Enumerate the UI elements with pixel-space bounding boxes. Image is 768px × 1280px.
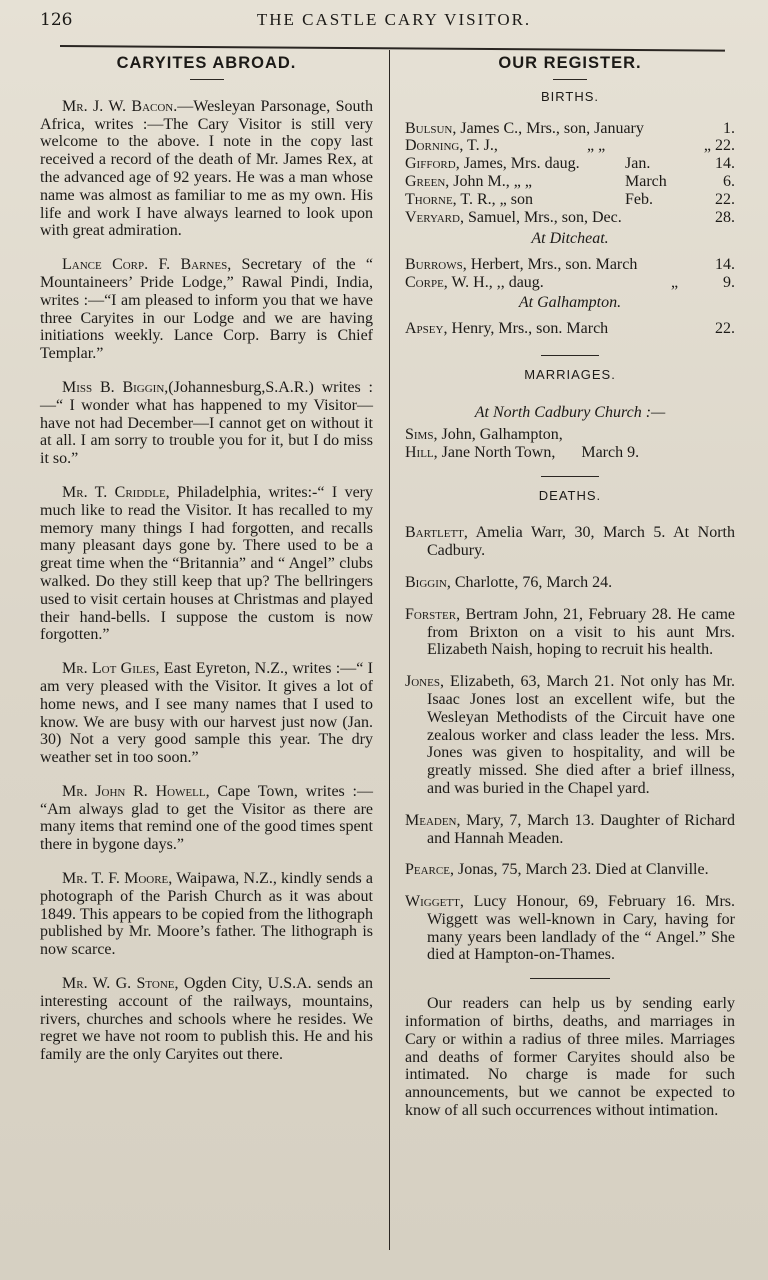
caryites-abroad-column	[40, 55, 373, 1080]
deaths-heading: DEATHS.	[538, 487, 602, 503]
birth-date: 14.	[715, 256, 735, 274]
death-details: , Lucy Honour, 69, February 16. Mrs. Wiggett was well-known in Cary, having for many years been landlady of the “ Angel.” She died at Hampton-on-Thames.	[427, 893, 735, 964]
death-details: , Jonas, 75, March 23. Died at Clanville.	[449, 861, 709, 879]
surname: Meaden	[405, 811, 457, 829]
correspondent-name: Mr. J. W. Bacon.	[62, 97, 178, 115]
death-entry	[405, 861, 735, 879]
letter-entry	[40, 98, 373, 240]
correspondent-name: Mr. Lot Giles	[62, 660, 156, 678]
death-entry	[405, 673, 735, 798]
birth-details: , James C., Mrs., son, January	[452, 119, 644, 137]
birth-row	[405, 173, 735, 191]
birth-ditto: „ „	[587, 137, 606, 155]
section-heading: CARYITES ABROAD.	[116, 54, 297, 72]
correspondent-name: Mr. T. F. Moore	[62, 870, 169, 888]
section-rule	[530, 978, 610, 979]
header-rule	[60, 45, 725, 52]
birth-row	[405, 256, 735, 274]
column-divider	[389, 50, 390, 1250]
death-details: , Charlotte, 76, March 24.	[446, 573, 613, 591]
birth-details: , Henry, Mrs., son. March	[443, 319, 609, 337]
letter-text: , Philadelphia, writes:-“ I very much like to read the Visitor. It has recalled to my memory many things I had forgotten, and recalls many pleasant days gone by. There used to be a great time when the “Britannia” and “ Angel” clubs walked. Do they still keep that up? The bellringers used to visit certain houses at Christmas and played their hand-bells. I suppose the custom is now forgotten.”	[40, 483, 374, 644]
journal-title: THE CASTLE CARY VISITOR.	[256, 10, 532, 29]
births-heading: BIRTHS.	[540, 88, 600, 104]
birth-month: Feb.	[625, 190, 653, 208]
death-details: , Bertram John, 21, February 28. He came from Brixton on a visit to his aunt Mrs. Elizabeth Naish, hoping to recruit his health.	[427, 605, 735, 659]
surname: Gifford	[405, 155, 456, 173]
birth-row	[405, 137, 735, 155]
letter-entry	[40, 256, 373, 363]
surname: Veryard	[405, 208, 460, 226]
letter-text: , East Eyreton, N.Z., writes :—“ I am very pleased with the Visitor. It gives a lot of home news, and I see many names that I used to know. We are busy with our harvest just now (Jan. 30) Not a very good sample this year. The dry weather set in too soon.”	[40, 660, 374, 767]
surname: Burrows	[405, 256, 463, 274]
birth-date: 1.	[723, 119, 735, 137]
letter-entry	[40, 484, 373, 644]
section-rule	[541, 476, 599, 477]
marriage-details: , John, Galhampton,	[433, 425, 563, 443]
section-heading: OUR REGISTER.	[498, 54, 642, 72]
birth-month: March	[625, 172, 667, 190]
birth-date: 9.	[723, 273, 735, 291]
birth-row	[405, 155, 735, 173]
letter-text: —Wesleyan Parsonage, South Africa, writes :—The Cary Visitor is still very welcome to the above. I note in the copy last received a record of the death of Mr. James Rex, at the advanced age of 92 years. He was a man whose name was almost as familiar to me as my own. His life and work I have always learned to look upon with great admiration.	[40, 97, 373, 240]
correspondent-name: Lance Corp. F. Barnes	[62, 256, 228, 274]
surname: Wiggett	[405, 893, 460, 911]
correspondent-name: Mr. John R. Howell	[62, 782, 206, 800]
surname: Biggin	[405, 573, 447, 591]
letter-entry	[40, 379, 373, 468]
correspondent-name: Mr. T. Criddle	[62, 483, 166, 501]
death-entry	[405, 812, 735, 848]
letter-text: , Waipawa, N.Z., kindly sends a photograph of the Parish Church as it was about 1849. This appears to be copied from the lithograph published by Mr. Moore’s father. The lithograph is now scarce.	[40, 870, 373, 959]
birth-details: , Samuel, Mrs., son, Dec.	[459, 208, 622, 226]
surname: Thorne	[405, 190, 453, 208]
birth-date: 28.	[715, 208, 735, 226]
birth-row	[405, 274, 735, 292]
heading-rule	[190, 79, 224, 80]
birth-date: 22.	[715, 319, 735, 337]
surname: Forster	[405, 605, 457, 623]
letter-entry	[40, 783, 373, 854]
death-details: , Amelia Warr, 30, March 5. At North Cadbury.	[427, 524, 735, 560]
death-entry	[405, 524, 735, 560]
section-rule	[541, 355, 599, 356]
birth-row	[405, 320, 735, 338]
birth-row	[405, 191, 735, 209]
births-list	[405, 120, 735, 227]
birth-ditto: „	[671, 273, 679, 291]
surname: Green	[405, 172, 446, 190]
birth-details: , T. R., „ son	[452, 190, 533, 208]
surname: Corpe	[405, 273, 444, 291]
surname: Dorning	[405, 137, 460, 155]
marriage-place: At North Cadbury Church :—	[474, 404, 666, 422]
letter-entry	[40, 660, 373, 767]
marriage-details: , Jane North Town,	[433, 443, 556, 461]
register-column	[405, 55, 735, 1120]
birth-details: , Herbert, Mrs., son. March	[462, 256, 638, 274]
surname: Pearce	[405, 861, 450, 879]
letter-text: , Ogden City, U.S.A. sends an interesting account of the railways, mountains, rivers, churches and schools where he resides. We regret we have not room to publish this. He and his family are the only Caryites out there.	[40, 975, 373, 1064]
death-entry	[405, 574, 735, 592]
location-label: At Galhampton.	[518, 293, 622, 311]
death-entry	[405, 606, 735, 659]
birth-row	[405, 120, 735, 138]
birth-date: „ 22.	[703, 137, 735, 155]
birth-details: , T. J.,	[459, 137, 498, 155]
marriage-line	[405, 426, 735, 444]
death-details: , Mary, 7, March 13. Daughter of Richard and Hannah Meaden.	[427, 811, 735, 847]
running-header	[40, 6, 748, 32]
letter-entry	[40, 975, 373, 1064]
correspondent-name: Mr. W. G. Stone	[62, 975, 175, 993]
death-entry	[405, 893, 735, 964]
surname: Sims	[405, 425, 434, 443]
marriages-heading: MARRIAGES.	[524, 367, 616, 383]
birth-row	[405, 209, 735, 227]
birth-date: 14.	[715, 155, 735, 173]
birth-month: Jan.	[625, 155, 651, 173]
surname: Bulsun	[405, 119, 453, 137]
birth-date: 6.	[723, 172, 735, 190]
correspondent-name: Miss B. Biggin	[62, 378, 165, 396]
letter-text: , Secretary of the “ Mountaineers’ Pride Lodge,” Rawal Pindi, India, writes :—“I am pleased to inform you that we have three Caryites in our Lodge and we are having initiations weekly. Lance Corp. Barry is Chief Templar.”	[40, 256, 373, 363]
birth-details: , James, Mrs. daug.	[455, 155, 580, 173]
letter-text: , Cape Town, writes :— “Am always glad to get the Visitor as there are many items that remind one of the good times spent there in bygone days.”	[40, 782, 373, 854]
birth-details: , John M., „ „	[445, 172, 532, 190]
letter-entry	[40, 870, 373, 959]
surname: Apsey	[405, 319, 444, 337]
heading-rule	[553, 79, 587, 80]
readers-note: Our readers can help us by sending early information of births, deaths, and marriages in Cary or within a radius of three miles. Marriages and deaths of former Caryites should also be intimated. No charge is made for such announcements, but we cannot be expected to know of all such occurrences without intimation.	[405, 995, 735, 1120]
marriage-date: March 9.	[581, 443, 640, 461]
marriage-line	[405, 444, 735, 462]
birth-date: 22.	[715, 190, 735, 208]
surname: Hill	[405, 443, 434, 461]
letter-text: ,(Johannesburg,S.A.R.) writes :—“ I wonder what has happened to my Visitor—have not had December—I cannot get on without it at all. I am sorry to trouble you for it, but I do miss it so.”	[40, 378, 373, 468]
page-number: 126	[40, 10, 73, 30]
birth-details: , W. H., ,, daug.	[443, 273, 544, 291]
location-label: At Ditcheat.	[531, 230, 609, 248]
surname: Jones	[405, 673, 440, 691]
surname: Bartlett	[405, 524, 464, 542]
death-details: , Elizabeth, 63, March 21. Not only has Mr. Isaac Jones lost an excellent wife, but the Wesleyan Methodists of the Circuit have one zealous worker and class leader the less. Mrs. Jones was given to hospitality, and will be greatly missed. She died after a brief illness, and was buried in the Chapel yard.	[427, 673, 735, 797]
